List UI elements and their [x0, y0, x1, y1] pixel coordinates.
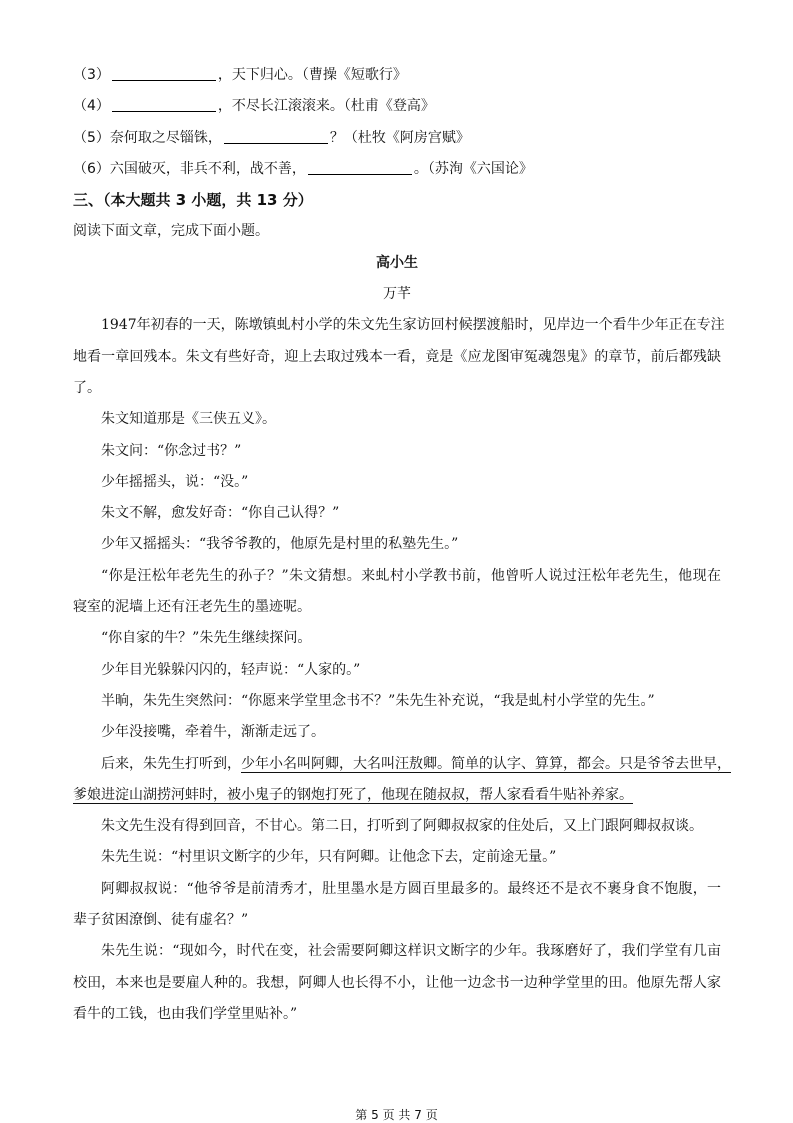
- paragraph-line: 看牛的工钱，也由我们学堂里贴补。”: [73, 1005, 298, 1022]
- question-number: （4）: [73, 98, 110, 115]
- paragraph: [73, 467, 721, 498]
- paragraph: [73, 404, 721, 435]
- paragraph-line: 朱先生说：“现如今，时代在变，社会需要阿卿这样识文断字的少年。我琢磨好了，我们学堂有几亩: [101, 943, 721, 960]
- paragraph: [73, 874, 721, 937]
- paragraph: [73, 498, 721, 529]
- paragraph: [73, 655, 721, 686]
- paragraph: [73, 686, 721, 717]
- paragraph-line: 朱文知道那是《三侠五义》。: [101, 411, 276, 428]
- paragraph-line: 了。: [73, 379, 101, 396]
- answer-blank: [308, 160, 412, 175]
- paragraph-line: 阿卿叔叔说：“他爷爷是前清秀才，肚里墨水是方圆百里最多的。最终还不是衣不裹身食不饱腹，一: [101, 880, 721, 897]
- underlined-text: 少年小名叫阿卿，大名叫汪敖卿。简单的认字、算算，都会。只是爷爷去世早，: [241, 755, 731, 772]
- paragraph-line: 朱先生说：“村里识文断字的少年，只有阿卿。让他念下去，定前途无量。”: [101, 849, 557, 866]
- paragraph-line: [73, 780, 721, 811]
- paragraph-line: 寝室的泥墙上还有汪老先生的墨迹呢。: [73, 599, 311, 616]
- fill-blank-item: [73, 154, 721, 185]
- section-heading: 三、（本大题共 3 小题，共 13 分）: [73, 191, 313, 210]
- text: 页 共: [382, 1108, 411, 1122]
- article-title: 高小生: [376, 254, 418, 271]
- paragraph: [73, 936, 721, 1030]
- text: 页: [425, 1108, 438, 1122]
- underlined-text: 爹娘进淀山湖捞河蚌时，被小鬼子的钢炮打死了，他现在随叔叔，帮人家看看牛贴补养家。: [73, 786, 633, 803]
- paragraph-line: 朱文问：“你念过书？”: [101, 442, 242, 459]
- paragraph-line: 朱文不解，愈发好奇：“你自己认得？”: [101, 505, 340, 522]
- paragraph: [73, 717, 721, 748]
- paragraph: [73, 529, 721, 560]
- paragraph: [73, 310, 725, 404]
- text: ，不尽长江滚滚来。（杜甫《登高》: [217, 98, 435, 115]
- question-number: （5）: [73, 129, 110, 146]
- answer-blank: [224, 129, 328, 144]
- paragraph-line: 半晌，朱先生突然问：“你愿来学堂里念书不？”朱先生补充说，“我是虬村小学堂的先生。”: [101, 692, 655, 709]
- instruction: 阅读下面文章，完成下面小题。: [73, 223, 269, 240]
- paragraph-line: 校田，本来也是要雇人种的。我想，阿卿人也长得不小，让他一边念书一边种学堂里的田。他原先帮人家: [73, 974, 721, 991]
- paragraph-line: 少年摇摇头，说：“没。”: [101, 473, 249, 490]
- text: ，天下归心。（曹操《短歌行》: [217, 67, 407, 83]
- paragraph-line: “你是汪松年老先生的孙子？”朱文猜想。来虬村小学教书前，他曾听人说过汪松年老先生，他现在: [101, 567, 721, 584]
- text: 六国破灭，非兵不利，战不善，: [109, 160, 306, 177]
- text: 后来，朱先生打听到，: [101, 755, 241, 772]
- text: ？（杜牧《阿房宫赋》: [329, 129, 470, 146]
- document-page: [73, 60, 731, 1030]
- paragraph-line: 地看一章回残本。朱文有些好奇，迎上去取过残本一看，竟是《应龙图审冤魂怨鬼》的章节，前后都残缺: [73, 348, 721, 365]
- question-number: （6）: [73, 160, 110, 177]
- text: 第: [355, 1108, 368, 1122]
- question-number: （3）: [73, 67, 110, 83]
- paragraph: [73, 561, 721, 624]
- paragraph-line: 少年目光躲躲闪闪的，轻声说：“人家的。”: [101, 661, 361, 678]
- text: 。（苏洵《六国论》: [413, 160, 533, 177]
- article-body-continued: [73, 811, 721, 1030]
- page-footer: [0, 1106, 793, 1123]
- fill-blank-item: [73, 123, 721, 154]
- paragraph: [73, 623, 721, 654]
- paragraph-line: [73, 749, 731, 780]
- current-page: 5: [371, 1108, 379, 1122]
- fill-blank-questions: [73, 60, 721, 185]
- answer-blank: [112, 97, 216, 112]
- paragraph-line: 少年又摇摇头：“我爷爷教的，他原先是村里的私塾先生。”: [101, 536, 459, 553]
- paragraph-line: 少年没接嘴，牵着牛，渐渐走远了。: [101, 724, 325, 741]
- text: 奈何取之尽锱铢，: [109, 129, 222, 146]
- fill-blank-item: [73, 60, 721, 91]
- paragraph-line: 辈子贫困潦倒、徒有虚名？”: [73, 912, 249, 929]
- paragraph-line: 朱文先生没有得到回音，不甘心。第二日，打听到了阿卿叔叔家的住处后，又上门跟阿卿叔叔谈。: [101, 818, 703, 835]
- paragraph-line: “你自家的牛？”朱先生继续探问。: [101, 630, 312, 647]
- paragraph-line: 1947年初春的一天，陈墩镇虬村小学的朱文先生家访回村候摆渡船时，见岸边一个看牛少年正在专注: [101, 317, 725, 334]
- article-body: [73, 310, 725, 748]
- underlined-paragraph: [73, 749, 731, 812]
- fill-blank-item: [73, 91, 721, 122]
- article-author: 万芊: [383, 286, 411, 303]
- answer-blank: [112, 66, 216, 81]
- paragraph: [73, 842, 721, 873]
- paragraph: [73, 811, 721, 842]
- total-pages: 7: [414, 1108, 422, 1122]
- paragraph: [73, 436, 721, 467]
